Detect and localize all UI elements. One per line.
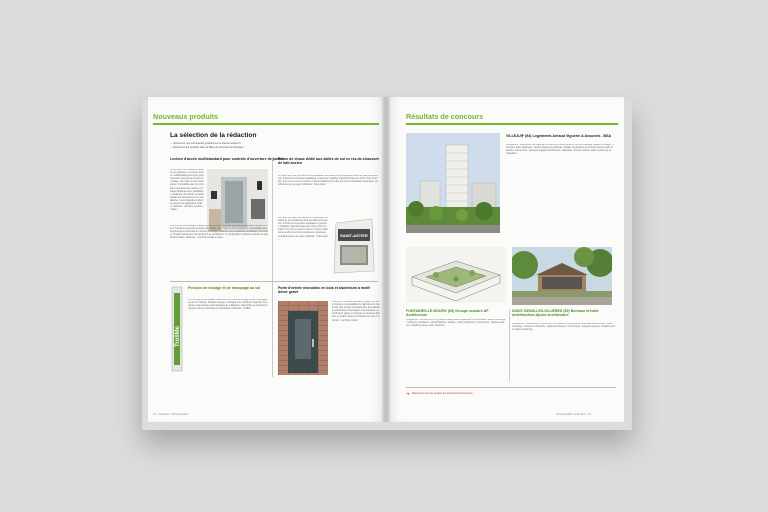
- access-reader-photo: [207, 169, 268, 232]
- article-3-title: Poinçon de forçage et de marquage au sol: [188, 286, 261, 290]
- promo-rule: [406, 387, 616, 388]
- tool-brand-text: TrollMe: [175, 325, 181, 347]
- school-sketch-illustration: [406, 247, 506, 303]
- tool-illustration: [170, 285, 184, 373]
- footer-left: 78 • le Moniteur • 29 février 2024: [153, 413, 188, 416]
- section-rule-left: [153, 123, 379, 125]
- multipurpose-hall-render: [512, 247, 612, 305]
- footer-right: 29 février 2024 • le Moniteur • 79: [556, 413, 591, 416]
- section-rule-right: [406, 123, 618, 125]
- intro-line-2: → Retrouvez les produits dans la Base de données du Moniteur: [170, 146, 244, 149]
- article-2-title: Béton de chaux dédié aux dalles de sol en rez-de-chaussée de bâti ancien: [278, 157, 380, 166]
- entrance-door-photo: [278, 301, 328, 375]
- intro-line-1: → Retrouvez nos nouveautés produits sur le site lemoniteur.fr: [170, 142, 241, 145]
- promo-arrow-icon: ➜: [406, 391, 410, 396]
- article-4-title: Porte d'entrée monobloc en bois et aluminium à motif décor gravé: [278, 286, 370, 295]
- article-1-body-a: Conçu pour une utilisation intérieure et extérieure, ce lecteur d'accès multistandard permet de gérer l'ouverture des portes à l'aide d'un badge, d'un code ou d'un smartphone. Compatible avec les principaux protocoles du marché, il s'intègre facilement aux installations existantes. Son boîtier compact résiste aux intempéries et au vandalisme. La configuration s'effectue depuis une application dédiée. Fabricant : voir fiche produit en ligne.: [170, 169, 204, 212]
- villejuif-housing-render: [406, 133, 500, 233]
- left-page: [148, 97, 386, 422]
- section-title-left: Nouveaux produits: [153, 112, 219, 121]
- access-reader-illustration: [207, 169, 268, 232]
- housing-render-illustration: [406, 133, 500, 233]
- result-divider: [509, 309, 510, 381]
- school-sketch: [406, 247, 506, 303]
- article-2-body-a: Ce béton de chaux est destiné à la réalisation de dalles de sol respirantes dans les bâtiments anciens. Il limite les remontées capillaires et préserve l'équilibre hygrothermique des murs. Prêt à l'emploi, il se met en œuvre comme un béton traditionnel et offre une bonne résistance mécanique. Conditionnement en sacs. Fabricant : Saint-Astier.: [278, 175, 378, 187]
- hall-render-illustration: [512, 247, 612, 305]
- section-title-right: Résultats de concours: [406, 112, 484, 121]
- row-divider: [170, 281, 378, 282]
- column-divider: [272, 157, 273, 377]
- right-page: [386, 97, 624, 422]
- door-illustration: [278, 301, 328, 375]
- result-1-body: Programme : construction de logements collectifs et commerces en rez-de-chaussée. Maître d'ouvrage : promoteur privé. Architecte : Arnaud Viguerie & Associés. Surface de plancher et coût des travaux selon le dossier. Concurrents : plusieurs équipes d'architectes. Calendrier : livraison prévue selon le planning de l'opération.: [506, 144, 614, 156]
- result-1-title: VILLEJUIF (94) Logements Arnaud Viguerie & Associés - BSA: [506, 134, 612, 138]
- lime-concrete-sack: [332, 217, 376, 275]
- promo-link[interactable]: Retrouvez tous les projets sur lemoniteur.fr/concours: [412, 392, 473, 395]
- marking-tool-photo: [170, 285, 184, 373]
- article-1-title: Lecteur d'accès multistandard pour contrôle d'ouverture de portes: [170, 157, 284, 161]
- result-2-title: FONTAINES-LE-BOURG (69) Groupe scolaire AP Architecture: [406, 309, 489, 318]
- result-2-body: Programme : construction d'un groupe scolaire avec restauration et périscolaire. Maître d'ouvrage : commune. Architecte : AP Architecture. Surface : selon programme. Concurrents : équipes retenues. Livraison prévue selon calendrier.: [406, 319, 506, 328]
- spine-gutter: [382, 97, 390, 422]
- sack-illustration: [332, 217, 376, 275]
- article-4-body: Cette porte d'entrée associe la chaleur du bois à l'intérieur et la durabilité de l'aluminium à l'extérieur. Son ouvrant monobloc offre d'excellentes performances thermiques et acoustiques. Le motif décor gravé est proposé en plusieurs finitions et coloris. Serrure multipoints de série. Fabricant : voir fiche produit.: [332, 301, 380, 322]
- sack-brand-text: SAINT-ASTIER: [340, 233, 368, 238]
- article-3-body: Cet outil permet de réaliser facilement des trous de forçage et des marquages au sol sur chantier. Robuste et léger, il s'adapte à de nombreux supports. Sa poignée ergonomique réduit la fatigue de l'utilisateur. Disponible en plusieurs longueurs chez les distributeurs spécialisés. Fabricant : TrollMe.: [188, 299, 268, 311]
- result-3-title: SAINT-GENIS-LES-OLLIÈRES (69) Bureaux et halle multifonction Ajuste Architecture: [512, 309, 599, 318]
- selection-title: La sélection de la rédaction: [170, 132, 257, 139]
- article-1-body-b: Conçu pour une utilisation intérieure et extérieure, ce lecteur d'accès multistandard permet de gérer l'ouverture des portes à l'aide d'un badge, d'un code ou d'un smartphone. Compatible avec les principaux protocoles du marché, il s'intègre facilement aux installations existantes. Son boîtier compact résiste aux intempéries et au vandalisme. La configuration s'effectue depuis une application dédiée. Fabricant : voir fiche produit en ligne.: [170, 225, 268, 240]
- article-2-body-b: Ce béton de chaux est destiné à la réalisation de dalles de sol respirantes dans les bâtiments anciens. Il limite les remontées capillaires et préserve l'équilibre hygrothermique des murs. Prêt à l'emploi, il se met en œuvre comme un béton traditionnel et offre une bonne résistance mécanique. Conditionnement en sacs. Fabricant : Saint-Astier.: [278, 217, 328, 241]
- result-3-body: Programme : réhabilitation et extension de bureaux et construction d'une halle multifonction. Maître d'ouvrage : commune. Architecte : Ajuste Architecture. Concurrents : équipes retenues. Livraison prévue selon le planning.: [512, 323, 616, 332]
